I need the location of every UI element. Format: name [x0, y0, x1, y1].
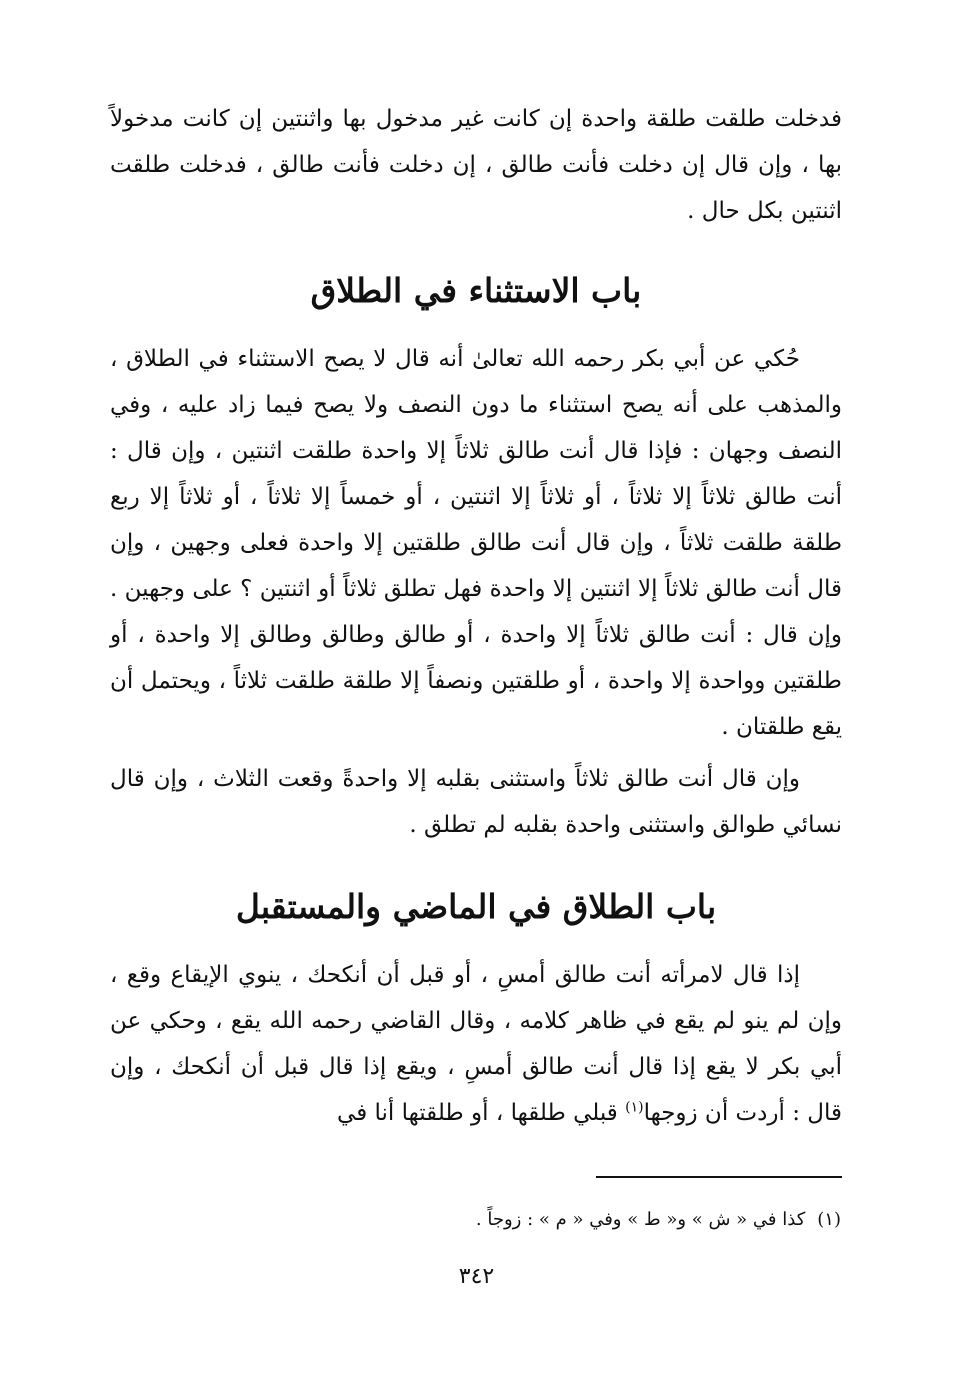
- paragraph-past-future-1: [110, 952, 842, 1136]
- footnote-number: (١): [817, 1209, 841, 1230]
- page-body: [110, 96, 842, 1136]
- paragraph-text-after-note: قبلي طلقها ، أو طلقتها أنا في: [337, 1100, 626, 1126]
- page-number: ٣٤٢: [458, 1264, 495, 1289]
- footnote-divider: [596, 1176, 842, 1178]
- footnote-reference: (١): [625, 1099, 644, 1116]
- footnote: [121, 1206, 841, 1234]
- paragraph-text-before-note: إذا قال لامرأته أنت طالق أمسِ ، أو قبل أن أنكحك ، ينوي الإيقاع وقع ، وإن لم ينو لم يقع في ظاهر كلامه ، وقال القاضي رحمه الله يقع ، وحكي عن أبي بكر لا يقع إذا قال أنت طالق أمسِ ، ويقع إذا قال قبل أن أنكحك ، وإن قال : أردت أن زوجها: [110, 962, 842, 1126]
- paragraph-exception-2: وإن قال أنت طالق ثلاثاً واستثنى بقلبه إلا واحدةً وقعت الثلاث ، وإن قال نسائي طوالق واستثنى واحدة بقلبه لم تطلق .: [110, 766, 842, 838]
- footnote-text: كذا في « ش » و« ط » وفي « م » : زوجاً .: [475, 1209, 806, 1230]
- section-heading-past-future: باب الطلاق في الماضي والمستقبل: [235, 887, 717, 926]
- paragraph-exception-1: حُكي عن أبي بكر رحمه الله تعالىٰ أنه قال لا يصح الاستثناء في الطلاق ، والمذهب على أنه يصح استثناء ما دون النصف ولا يصح فيما زاد عليه ، وفي النصف وجهان : فإذا قال أنت طالق ثلاثاً إلا واحدة طلقت اثنتين ، وإن قال : أنت طالق ثلاثاً إلا ثلاثاً ، أو ثلاثاً إلا اثنتين ، أو خمساً إلا ثلاثاً ، أو ثلاثاً إلا ربع طلقة طلقت ثلاثاً ، وإن قال أنت طالق طلقتين إلا واحدة فعلى وجهين ، وإن قال أنت طالق ثلاثاً إلا اثنتين إلا واحدة فهل تطلق ثلاثاً أو اثنتين ؟ على وجهين . وإن قال : أنت طالق ثلاثاً إلا واحدة ، أو طالق وطالق وطالق إلا واحدة ، أو طلقتين وواحدة إلا واحدة ، أو طلقتين ونصفاً إلا طلقة طلقت ثلاثاً ، ويحتمل أن يقع طلقتان .: [110, 346, 842, 740]
- section-heading-exception: باب الاستثناء في الطلاق: [310, 271, 642, 310]
- paragraph-continuation: فدخلت طلقت طلقة واحدة إن كانت غير مدخول بها واثنتين إن كانت مدخولاً بها ، وإن قال إن دخلت فأنت طالق ، إن دخلت فأنت طالق ، فدخلت طلقت اثنتين بكل حال .: [110, 106, 842, 224]
